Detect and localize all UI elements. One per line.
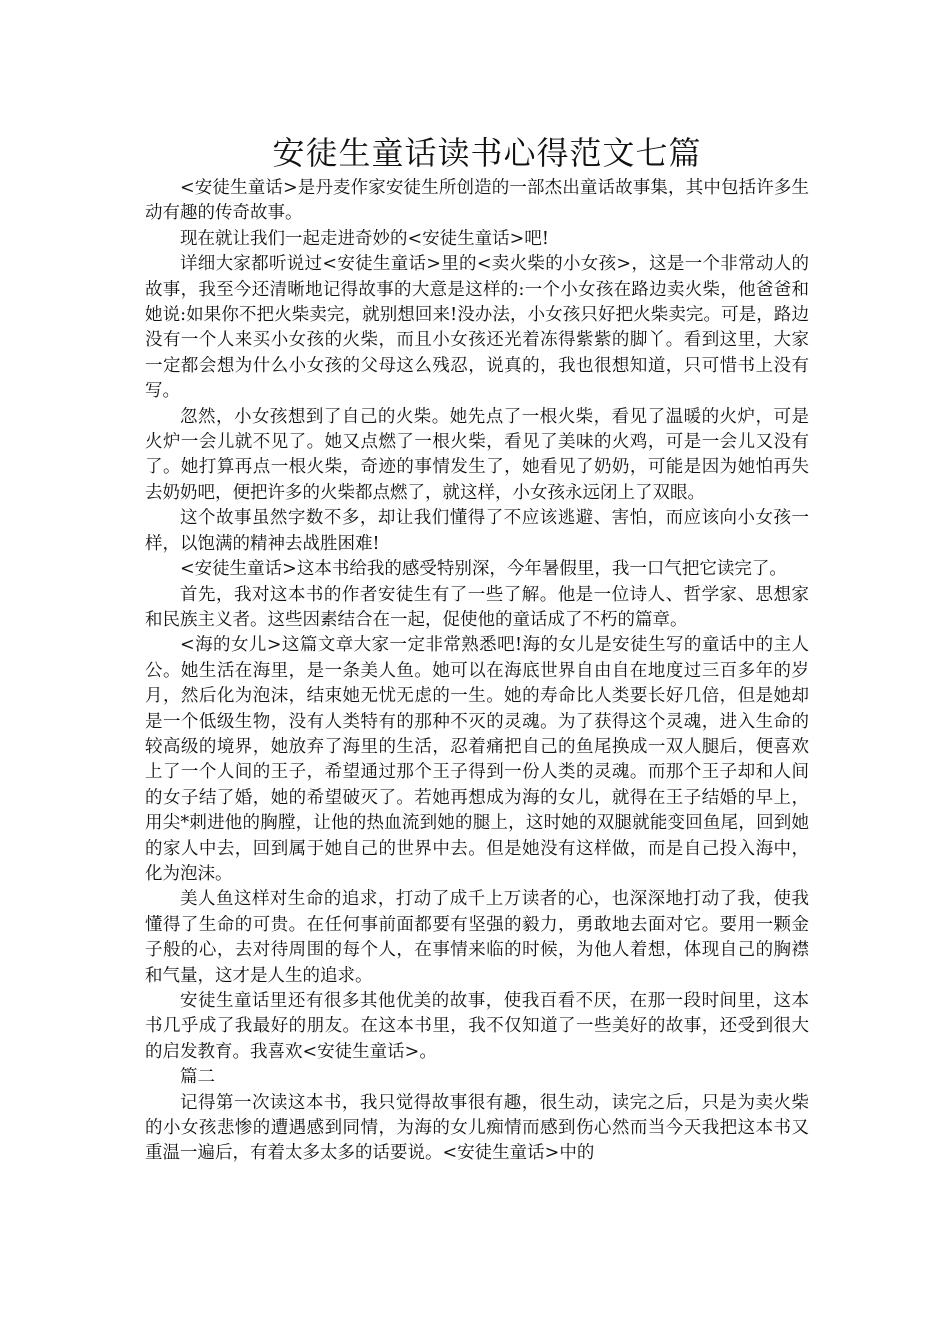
paragraph: <安徒生童话>这本书给我的感受特别深，今年暑假里，我一口气把它读完了。	[180, 559, 787, 580]
paragraph: 现在就让我们一起走进奇妙的<安徒生童话>吧!	[180, 228, 549, 249]
paragraph: 安徒生童话里还有很多其他优美的故事，使我百看不厌，在那一段时间里，这本书几乎成了我最好的朋友。在这本书里，我不仅知道了一些美好的故事，还受到很大的启发教育。我喜欢<安徒生童话>。	[145, 991, 809, 1062]
section-heading: 篇二	[180, 1067, 215, 1088]
paragraph: 详细大家都听说过<安徒生童话>里的<卖火柴的小女孩>，这是一个非常动人的故事，我至今还清晰地记得故事的大意是这样的:一个小女孩在路边卖火柴，他爸爸和她说:如果你不把火柴卖完，就别想回来!没办法，小女孩只好把火柴卖完。可是，路边没有一个人来买小女孩的火柴，而且小女孩还光着冻得紫紫的脚丫。看到这里，大家一定都会想为什么小女孩的父母这么残忍，说真的，我也很想知道，只可惜书上没有写。	[145, 254, 809, 402]
paragraph: 忽然，小女孩想到了自己的火柴。她先点了一根火柴，看见了温暖的火炉，可是火炉一会儿就不见了。她又点燃了一根火柴，看见了美味的火鸡，可是一会儿又没有了。她打算再点一根火柴，奇迹的事情发生了，她看见了奶奶，可能是因为她怕再失去奶奶吧，便把许多的火柴都点燃了，就这样，小女孩永远闭上了双眼。	[145, 406, 809, 503]
paragraph: 记得第一次读这本书，我只觉得故事很有趣，很生动，读完之后，只是为卖火柴的小女孩悲惨的遭遇感到同情，为海的女儿痴情而感到伤心然而当今天我把这本书又重温一遍后，有着太多太多的话要说。<安徒生童话>中的	[145, 1092, 809, 1164]
paragraph: <海的女儿>这篇文章大家一定非常熟悉吧!海的女儿是安徒生写的童话中的主人公。她生活在海里，是一条美人鱼。她可以在海底世界自由自在地度过三百多年的岁月，然后化为泡沫，结束她无忧无虑的一生。她的寿命比人类要长好几倍，但是她却是一个低级生物，没有人类特有的那种不灭的灵魂。为了获得这个灵魂，进入生命的较高级的境界，她放弃了海里的生活，忍着痛把自己的鱼尾换成一双人腿后，便喜欢上了一个人间的王子，希望通过那个王子得到一份人类的灵魂。而那个王子却和人间的女子结了婚，她的希望破灭了。若她再想成为海的女儿，就得在王子结婚的早上，用尖*刺进他的胸膛，让他的热血流到她的腿上，这时她的双腿就能变回鱼尾，回到她的家人中去，回到属于她自己的世界中去。但是她没有这样做，而是自己投入海中，化为泡沫。	[145, 635, 809, 884]
document-title: 安徒生童话读书心得范文七篇	[272, 134, 702, 172]
paragraph: <安徒生童话>是丹麦作家安徒生所创造的一部杰出童话故事集，其中包括许多生动有趣的传奇故事。	[145, 178, 809, 224]
paragraph: 这个故事虽然字数不多，却让我们懂得了不应该逃避、害怕，而应该向小女孩一样，以饱满的精神去战胜困难!	[145, 508, 809, 554]
paragraph: 首先，我对这本书的作者安徒生有了一些了解。他是一位诗人、哲学家、思想家和民族主义者。这些因素结合在一起，促使他的童话成了不朽的篇章。	[145, 584, 809, 630]
document-page	[145, 130, 809, 1167]
paragraph: 美人鱼这样对生命的追求，打动了成千上万读者的心，也深深地打动了我，使我懂得了生命的可贵。在任何事前面都要有坚强的毅力，勇敢地去面对它。要用一颗金子般的心，去对待周围的每个人，在事情来临的时候，为他人着想，体现自己的胸襟和气量，这才是人生的追求。	[145, 889, 809, 986]
